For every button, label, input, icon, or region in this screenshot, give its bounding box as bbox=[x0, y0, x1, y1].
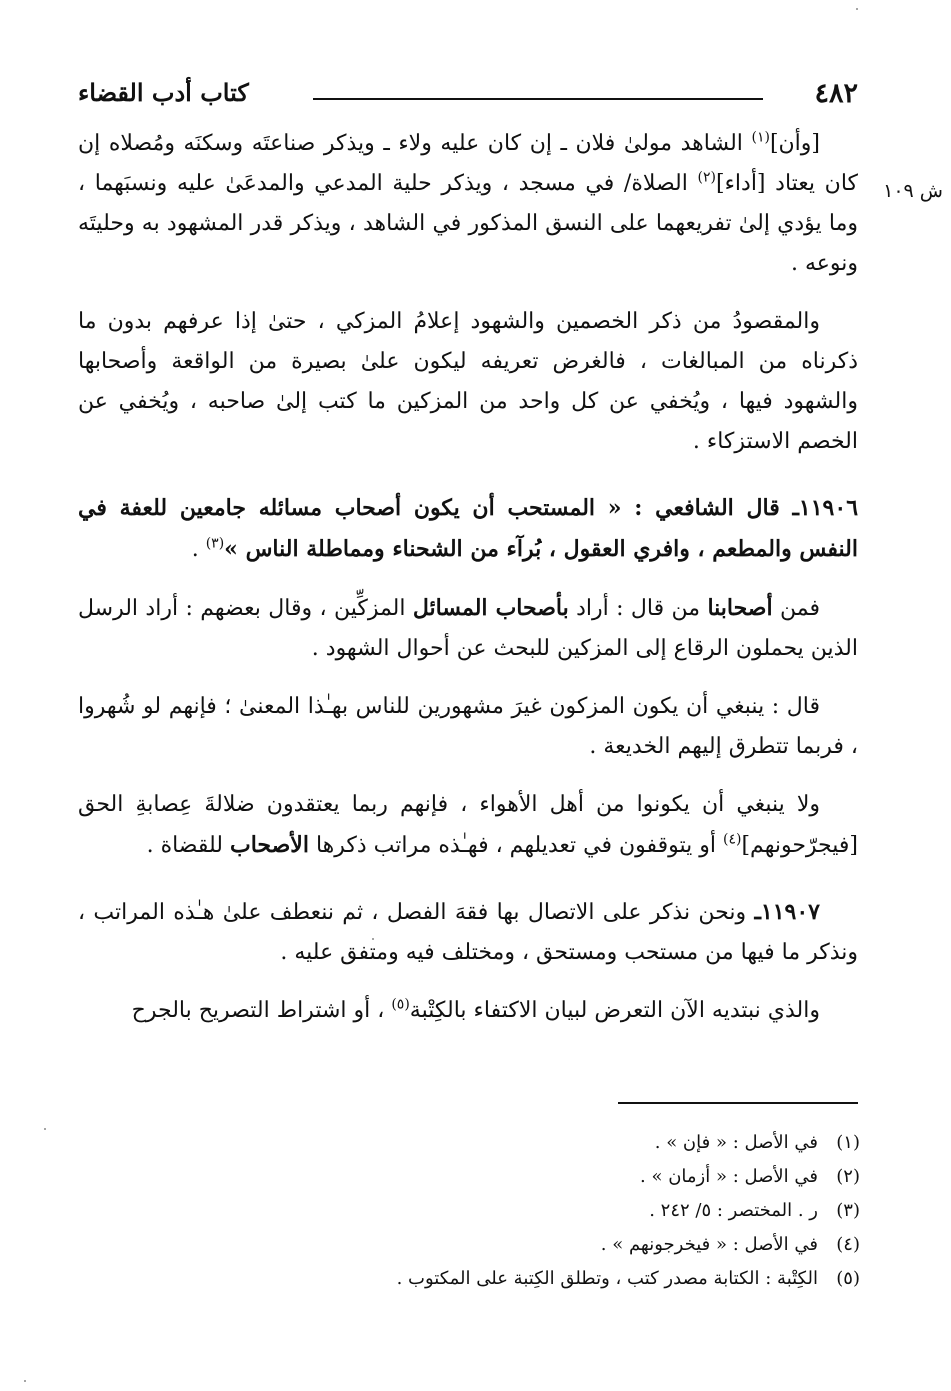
paragraph-5: قال : ينبغي أن يكون المزكون غيرَ مشهورين للناس بهـٰذا المعنىٰ ؛ فإنهم لو شُهروا ، فربما تتطرق إليهم الخديعة . bbox=[78, 694, 858, 759]
footnotes bbox=[300, 1126, 860, 1296]
p4-post: المزكِّين ، وقال بعضهم : أراد الرسل الذين يحملون الرقاع إلى المزكين للبحث عن أحوال الشهود . bbox=[78, 596, 858, 661]
footnote-1 bbox=[300, 1126, 860, 1160]
footnote-2 bbox=[300, 1160, 860, 1194]
page-header bbox=[78, 72, 858, 112]
header-rule bbox=[313, 98, 763, 100]
p4-mid: من قال : أراد bbox=[568, 596, 708, 621]
footnote-ref-4[interactable]: (٤) bbox=[723, 831, 742, 848]
footnote-text: ر . المختصر : ٥/ ٢٤٢ . bbox=[649, 1200, 818, 1221]
footnote-3 bbox=[300, 1194, 860, 1228]
footnote-4 bbox=[300, 1228, 860, 1262]
footnote-number: (٢) bbox=[836, 1166, 860, 1187]
main-text bbox=[78, 124, 858, 1031]
p7-text: ونحن نذكر على الاتصال بها فقهَ الفصل ، ثم ننعطف علىٰ هـٰذه المراتب ، ونذكر ما فيها من مستحب ومستحق ، ومختلف فيه ومتفق عليه . bbox=[78, 900, 858, 965]
section-number-11906: ١١٩٠٦ـ bbox=[792, 495, 859, 521]
paragraph-8 bbox=[78, 991, 858, 1031]
p6-pre: ولا ينبغي أن يكونوا من أهل الأهواء ، فإنهم ربما يعتقدون ضلالةَ عِصابةِ الحق [فيجرّحونهم] bbox=[78, 792, 858, 858]
book-title: كتاب أدب القضاء bbox=[78, 78, 249, 107]
p1-post: الصلاة/ في مسجد ، ويذكر حلية المدعي والمدعَىٰ عليه ونسبَهما ، وما يؤدي إلىٰ تفريعهما على النسق المذكور في الشاهد ، ويذكر قدر المشهود به وحليتَه ونوعه . bbox=[78, 171, 858, 276]
p1-pre: [وأن] bbox=[769, 131, 820, 156]
p6-post: للقضاة . bbox=[146, 833, 230, 858]
paragraph-1 bbox=[78, 124, 858, 284]
paragraph-3 bbox=[78, 488, 858, 570]
footnote-number: (١) bbox=[836, 1132, 860, 1153]
footnote-text: في الأصل : « أزمان » . bbox=[640, 1166, 818, 1187]
footnote-ref-1[interactable]: (١) bbox=[751, 129, 770, 146]
footnote-number: (٤) bbox=[836, 1234, 860, 1255]
margin-manuscript-ref: ش ١٠٩ bbox=[883, 180, 943, 202]
footnote-number: (٥) bbox=[836, 1268, 860, 1289]
footnote-5 bbox=[300, 1262, 860, 1296]
scan-speck bbox=[24, 1380, 26, 1382]
shafii-quote: « المستحب أن يكون أصحاب مسائله جامعين للعفة في النفس والمطعم ، وافري العقول ، بُرآء من الشحناء ومماطلة الناس » bbox=[78, 495, 858, 562]
p3-pre: قال الشافعي : bbox=[621, 495, 793, 521]
paragraph-7 bbox=[78, 892, 858, 973]
paragraph-2: والمقصودُ من ذكر الخصمين والشهود إعلامُ المزكي ، حتىٰ إذا عرفهم بدون ما ذكرناه من المبالغات ، فالغرض تعريفه ليكون علىٰ بصيرة من الواقعة وأصحابها والشهود فيها ، ويُخفي عن كل واحد من المزكين ما كتب إلىٰ صاحبه ، ويُخفي عن الخصم الاستزكاء . bbox=[78, 309, 858, 454]
footnote-text: في الأصل : « فيخرجونهم » . bbox=[600, 1234, 818, 1255]
scan-speck bbox=[372, 938, 374, 940]
footnote-number: (٣) bbox=[836, 1200, 860, 1221]
footnote-text: الكِتْبة : الكتابة مصدر كتب ، وتطلق الكِتبة على المكتوب . bbox=[396, 1268, 818, 1289]
section-number-11907: ١١٩٠٧ـ bbox=[754, 899, 820, 925]
p1-mid: الشاهد مولىٰ فلان ـ إن كان عليه ولاء ـ ويذكر صناعتَه وسكنَه ومُصلاه إن كان يعتاد [أداء] bbox=[78, 131, 858, 196]
page-number: ٤٨٢ bbox=[814, 78, 858, 109]
footnote-separator bbox=[618, 1102, 858, 1104]
p4-bold-ashab: أصحابنا bbox=[707, 595, 773, 621]
p4-bold-masail: بأصحاب المسائل bbox=[412, 595, 569, 621]
p8-post: ، أو اشتراط التصريح بالجرح bbox=[131, 998, 392, 1023]
p8-pre: والذي نبتديه الآن التعرض لبيان الاكتفاء بالكِتْبة bbox=[409, 998, 820, 1023]
p6-mid: أو يتوقفون في تعديلهم ، فهـٰذه مراتب ذكرها bbox=[308, 833, 723, 858]
paragraph-6 bbox=[78, 785, 858, 866]
footnote-text: في الأصل : « فإن » . bbox=[654, 1132, 818, 1153]
scan-speck bbox=[856, 8, 858, 10]
paragraph-4 bbox=[78, 588, 858, 669]
footnote-ref-3[interactable]: (٣) bbox=[205, 535, 225, 552]
p4-pre: فمن bbox=[772, 596, 820, 621]
scan-speck bbox=[44, 1128, 46, 1130]
p3-end: . bbox=[191, 537, 206, 562]
footnote-ref-2[interactable]: (٢) bbox=[697, 169, 716, 186]
p6-bold-ashab: الأصحاب bbox=[229, 832, 309, 858]
footnote-ref-5[interactable]: (٥) bbox=[391, 996, 410, 1013]
